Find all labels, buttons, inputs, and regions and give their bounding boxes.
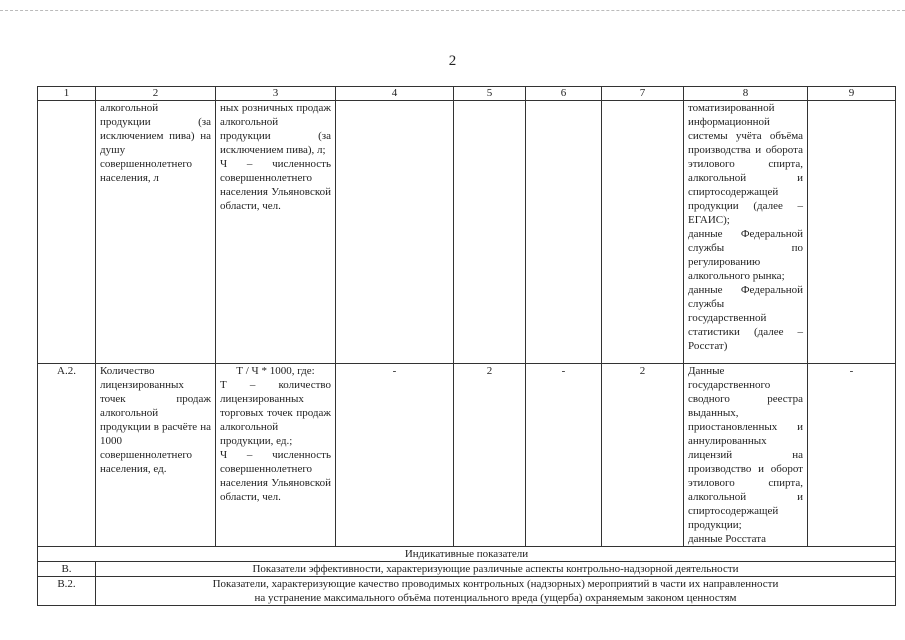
table-cell: 2 xyxy=(454,364,526,547)
header-cell: 2 xyxy=(96,87,216,101)
title-line: Показатели, характеризующие качество проводимых контрольных (надзорных) мероприятий в части их направленности xyxy=(212,578,779,590)
header-cell: 8 xyxy=(684,87,808,101)
header-cell: 5 xyxy=(454,87,526,101)
table-cell-source: томатизированной информационной системы учёта объёма производства и оборота этилового спирта, алкогольной и спиртосодержащей продукции (далее – ЕГАИС); данные Федеральной службы по регулированию алкогольного рынка; данные Федеральной службы государственной статистики (далее – Росстат) xyxy=(684,101,808,364)
header-cell: 6 xyxy=(526,87,602,101)
table-cell-indicator: алкогольной продукции (за исключением пива) на душу совершеннолетнего населения, л xyxy=(96,101,216,364)
title-line: на устранение максимального объёма потенциального вреда (ущерба) охраняемым законом ценностям xyxy=(254,592,737,604)
table-cell-indicator: Количество лицензированных точек продаж алкогольной продукции в расчёте на 1000 совершеннолетнего населения, ед. xyxy=(96,364,216,547)
table-cell xyxy=(808,101,896,364)
section-row xyxy=(38,547,896,562)
table-cell-title: Показатели эффективности, характеризующие различные аспекты контрольно-надзорной деятельности xyxy=(96,562,896,577)
table-row xyxy=(38,577,896,606)
table-cell xyxy=(526,101,602,364)
table-cell-formula: ных розничных продаж алкогольной продукции (за исключением пива), л; Ч – численность совершеннолетнего населения Ульяновской области, чел. xyxy=(216,101,336,364)
header-cell: 3 xyxy=(216,87,336,101)
table-cell-code: А.2. xyxy=(38,364,96,547)
page-number: 2 xyxy=(448,53,457,69)
table-row xyxy=(38,364,896,547)
formula-expression: Т / Ч * 1000, где: xyxy=(236,365,315,377)
section-title: Индикативные показатели xyxy=(38,547,896,562)
table-row xyxy=(38,101,896,364)
table-cell-code xyxy=(38,101,96,364)
table-cell-code: В. xyxy=(38,562,96,577)
table-cell xyxy=(336,101,454,364)
scan-border-line xyxy=(0,10,905,11)
header-cell: 4 xyxy=(336,87,454,101)
table-cell-code: В.2. xyxy=(38,577,96,606)
table-cell-title xyxy=(96,577,896,606)
header-cell: 7 xyxy=(602,87,684,101)
header-cell: 9 xyxy=(808,87,896,101)
table-cell xyxy=(602,101,684,364)
indicators-table xyxy=(37,86,896,606)
table-cell: - xyxy=(336,364,454,547)
header-row xyxy=(38,87,896,101)
table-cell: - xyxy=(808,364,896,547)
table-cell: - xyxy=(526,364,602,547)
header-cell: 1 xyxy=(38,87,96,101)
table-row xyxy=(38,562,896,577)
table-cell: 2 xyxy=(602,364,684,547)
formula-legend: Т – количество лицензированных торговых точек продаж алкогольной продукции, ед.; Ч – численность совершеннолетнего населения Ульяновской области, чел. xyxy=(220,379,331,503)
table-cell xyxy=(454,101,526,364)
table-cell-formula xyxy=(216,364,336,547)
table-cell-source: Данные государственного сводного реестра выданных, приостановленных и аннулированных лицензий на производство и оборот этилового спирта, алкогольной и спиртосодержащей продукции; данные Росстата xyxy=(684,364,808,547)
